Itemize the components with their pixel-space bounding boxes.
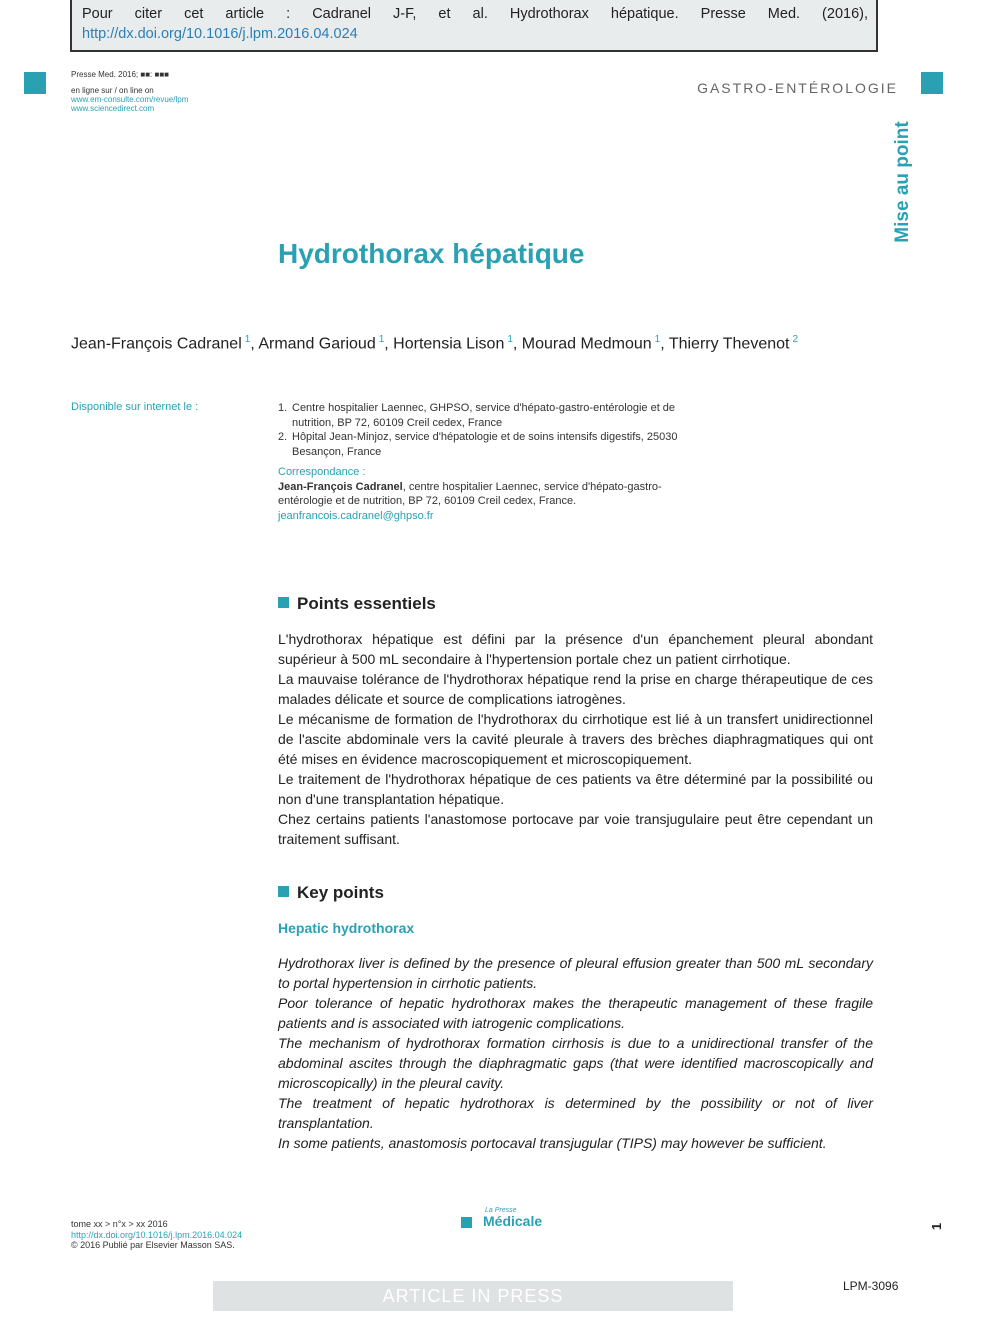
affiliation-item	[278, 401, 698, 430]
corner-square-left	[24, 72, 46, 94]
author-affil-sup: 1	[244, 334, 251, 345]
em-consulte-link[interactable]: www.em-consulte.com/revue/lpm	[71, 95, 189, 104]
heading-bullet-icon	[278, 597, 289, 608]
copyright: © 2016 Publié par Elsevier Masson SAS.	[71, 1240, 235, 1250]
key-points-body	[278, 953, 873, 1153]
journal-line: Presse Med. 2016; ■■: ■■■	[71, 70, 169, 79]
correspondence-text: , centre hospitalier Laennec, service d'hépato-gastro-entérologie et de nutrition, BP 72, 60109 Creil cedex, France.	[278, 480, 662, 507]
paragraph: Hydrothorax liver is defined by the presence of pleural effusion greater than 500 mL secondary to portal hypertension in cirrhotic patients.	[278, 955, 873, 991]
author-name: Thierry Thevenot	[668, 335, 790, 353]
citation-box	[70, 0, 878, 52]
points-essentiels-heading-text: Points essentiels	[297, 594, 436, 613]
points-essentiels-heading	[278, 594, 436, 614]
paragraph: The treatment of hepatic hydrothorax is determined by the possibility or not of liver transplantation.	[278, 1095, 873, 1131]
logo-small-text: La Presse	[485, 1207, 517, 1214]
citation-text: Pour citer cet article : Cadranel J-F, et al. Hydrothorax hépatique. Presse Med. (2016),	[82, 6, 868, 22]
affiliation-number: 2.	[278, 431, 288, 443]
author-name: Mourad Medmoun	[521, 335, 652, 353]
author-name: Jean-François Cadranel	[71, 335, 242, 353]
article-code: LPM-3096	[843, 1279, 899, 1293]
author-list: Jean-François Cadranel $^1$, Armand Garioud $^1$, Hortensia Lison $^1$, Mourad Medmoun $^1$, Thierry Thevenot $^2$	[71, 334, 799, 353]
paragraph: L'hydrothorax hépatique est défini par la présence d'un épanchement pleural abondant supérieur à 500 mL secondaire à l'hypertension portale chez un patient cirrhotique.	[278, 631, 873, 667]
correspondence-address	[278, 480, 698, 509]
correspondence-name: Jean-François Cadranel	[278, 480, 403, 493]
paragraph: Le mécanisme de formation de l'hydrothorax du cirrhotique est lié à un transfert unidirectionnel de l'ascite abdominale vers la cavité pleurale à travers des brèches diaphragmatiques qui ont été mises en évidence macroscopiquement et microscopiquement.	[278, 711, 873, 767]
article-title: Hydrothorax hépatique	[278, 238, 585, 269]
key-points-heading-text: Key points	[297, 883, 384, 902]
author-affil-sup: 1	[507, 334, 513, 345]
logo-big-text: Médicale	[483, 1213, 543, 1229]
paragraph: Chez certains patients l'anastomose portocave par voie transjugulaire peut être cependant un traitement suffisant.	[278, 811, 873, 847]
section-tag: GASTRO-ENTÉROLOGIE	[697, 80, 898, 96]
footer-doi-link[interactable]: http://dx.doi.org/10.1016/j.lpm.2016.04.024	[71, 1229, 243, 1240]
paragraph: La mauvaise tolérance de l'hydrothorax hépatique rend la prise en charge thérapeutique de ces malades délicate et source de complications iatrogènes.	[278, 671, 873, 707]
author-affil-sup: 1	[378, 334, 385, 345]
affiliation-text: Centre hospitalier Laennec, GHPSO, service d'hépato-gastro-entérologie et de nutrition, BP 72, 60109 Creil cedex, France	[292, 402, 676, 429]
logo-square-icon	[461, 1217, 472, 1228]
footer-info	[71, 1219, 242, 1251]
online-label: en ligne sur / on line on	[71, 86, 154, 95]
page-number: 1	[929, 1222, 945, 1231]
heading-bullet-icon	[278, 886, 289, 897]
points-essentiels-body	[278, 629, 873, 849]
sciencedirect-link[interactable]: www.sciencedirect.com	[71, 104, 155, 113]
affiliation-text: Hôpital Jean-Minjoz, service d'hépatologie et de soins intensifs digestifs, 25030 Besançon, France	[292, 431, 678, 458]
paragraph: Poor tolerance of hepatic hydrothorax makes the therapeutic management of these fragile patients and is associated with iatrogenic complications.	[278, 995, 873, 1031]
paragraph: In some patients, anastomosis portocaval transjugular (TIPS) may however be sufficient.	[278, 1135, 827, 1151]
paragraph: Le traitement de l'hydrothorax hépatique de ces patients va être déterminé par la possibilité ou non d'une transplantation hépatique.	[278, 771, 873, 807]
author-affil-sup: 1	[654, 334, 661, 345]
key-points-subheading: Hepatic hydrothorax	[278, 920, 415, 936]
correspondence-email[interactable]: jeanfrancois.cadranel@ghpso.fr	[278, 509, 434, 522]
paragraph: The mechanism of hydrothorax formation cirrhosis is due to a unidirectional transfer of the abdominal ascites through the diaphragmatic gaps (that were identified macroscopically and microscopically) in the pleural cavity.	[278, 1035, 873, 1091]
key-points-heading	[278, 883, 384, 903]
author-name: Hortensia Lison	[393, 335, 505, 353]
affiliation-number: 1.	[278, 402, 288, 414]
corner-square-right	[921, 72, 943, 94]
affiliations	[278, 401, 698, 523]
author-name: Armand Garioud	[258, 335, 376, 353]
journal-meta	[71, 70, 188, 113]
article-in-press-banner: ARTICLE IN PRESS	[213, 1281, 733, 1311]
volume-info: tome xx > n°x > xx 2016	[71, 1219, 168, 1229]
affiliation-item	[278, 430, 698, 459]
citation-doi-link[interactable]: http://dx.doi.org/10.1016/j.lpm.2016.04.024	[82, 26, 358, 42]
correspondence-label: Correspondance :	[278, 466, 366, 478]
available-online-label: Disponible sur internet le :	[71, 401, 199, 413]
vertical-section-label: Mise au point	[892, 121, 913, 243]
author-affil-sup: 2	[792, 334, 799, 345]
